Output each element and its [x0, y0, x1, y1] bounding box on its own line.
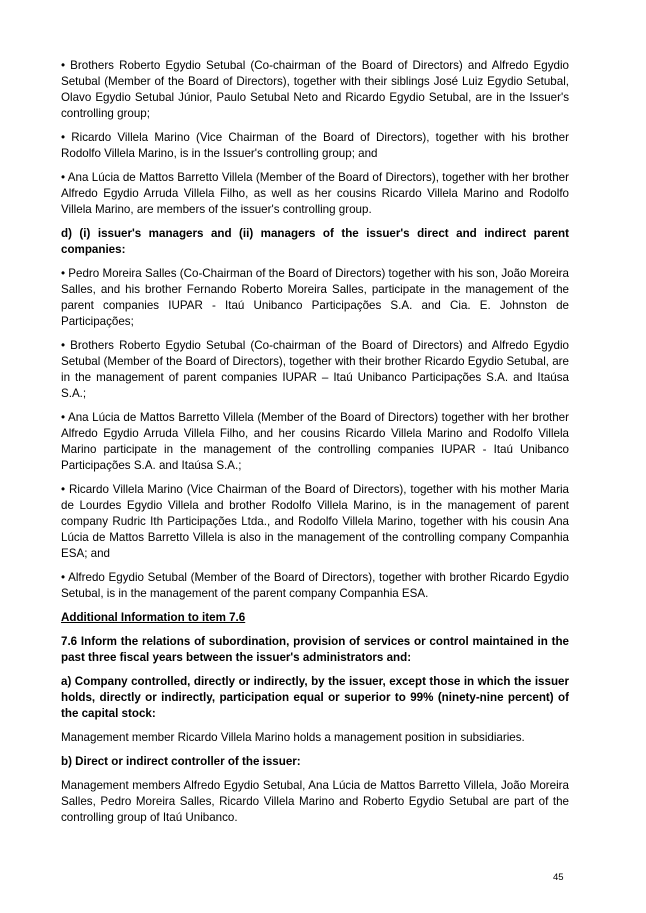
paragraph-marino-controlling-group: • Ricardo Villela Marino (Vice Chairman of the Board of Directors), together with his brother Rodolfo Villela Marino, is in the Issuer's controlling group; and [61, 131, 569, 160]
paragraph-salles-management: • Pedro Moreira Salles (Co-Chairman of the Board of Directors) together with his son, João Moreira Salles, and his brother Fernando Roberto Moreira Salles, participate in the management of the parent companies IUPAR - Itaú Unibanco Participações S.A. and Cia. E. Johnston de Participações; [61, 267, 569, 328]
subsection-heading-b: b) Direct or indirect controller of the issuer: [61, 755, 301, 768]
page-number: 45 [553, 872, 564, 883]
paragraph-subsidiaries: Management member Ricardo Villela Marino holds a management position in subsidiaries. [61, 731, 525, 744]
section-heading-d: d) (i) issuer's managers and (ii) managers of the issuer's direct and indirect parent companies: [61, 227, 569, 256]
subsection-heading-a: a) Company controlled, directly or indirectly, by the issuer, except those in which the issuer holds, directly or indirectly, participation equal or superior to 99% (ninety-nine percent) of the capital stock: [61, 675, 569, 720]
section-heading-7-6: 7.6 Inform the relations of subordination, provision of services or control maintained in the past three fiscal years between the issuer's administrators and: [61, 635, 569, 664]
paragraph-setubal-controlling-group: • Brothers Roberto Egydio Setubal (Co-chairman of the Board of Directors) and Alfredo Egydio Setubal (Member of the Board of Directors), together with their siblings José Luiz Egydio Setubal, Olavo Egydio Setubal Júnior, Paulo Setubal Neto and Ricardo Egydio Setubal, are in the Issuer's controlling group; [61, 59, 569, 120]
paragraph-alfredo-setubal-management: • Alfredo Egydio Setubal (Member of the Board of Directors), together with brother Ricardo Egydio Setubal, is in the management of the parent company Companhia ESA. [61, 571, 569, 600]
paragraph-setubal-management: • Brothers Roberto Egydio Setubal (Co-chairman of the Board of Directors) and Alfredo Egydio Setubal (Member of the Board of Directors), together with their brother Ricardo Egydio Setubal, are in the management of parent companies IUPAR – Itaú Unibanco Participações S.A. and Itaúsa S.A.; [61, 339, 569, 400]
paragraph-controlling-group-members: Management members Alfredo Egydio Setubal, Ana Lúcia de Mattos Barretto Villela, João Moreira Salles, Pedro Moreira Salles, Ricardo Villela Marino and Roberto Egydio Setubal are part of the controlling group of Itaú Unibanco. [61, 779, 569, 824]
paragraph-villela-management: • Ana Lúcia de Mattos Barretto Villela (Member of the Board of Directors) together with her brother Alfredo Egydio Arruda Villela Filho, and her cousins Ricardo Villela Marino and Rodolfo Villela Marino participate in the management of the controlling companies IUPAR - Itaú Unibanco Participações S.A. and Itaúsa S.A.; [61, 411, 569, 472]
paragraph-villela-controlling-group: • Ana Lúcia de Mattos Barretto Villela (Member of the Board of Directors), together with her brother Alfredo Egydio Arruda Villela Filho, as well as her cousins Ricardo Villela Marino and Rodolfo Villela Marino, are members of the issuer's controlling group. [61, 171, 569, 216]
paragraph-marino-management: • Ricardo Villela Marino (Vice Chairman of the Board of Directors), together with his mother Maria de Lourdes Egydio Villela and brother Rodolfo Villela Marino, is in the management of parent company Rudric Ith Participações Ltda., and Rodolfo Villela Marino, together with his cousin Ana Lúcia de Mattos Barretto Villela is also in the management of the controlling company Companhia ESA; and [61, 483, 569, 560]
document-page [61, 58, 569, 834]
additional-info-heading: Additional Information to item 7.6 [61, 611, 246, 624]
